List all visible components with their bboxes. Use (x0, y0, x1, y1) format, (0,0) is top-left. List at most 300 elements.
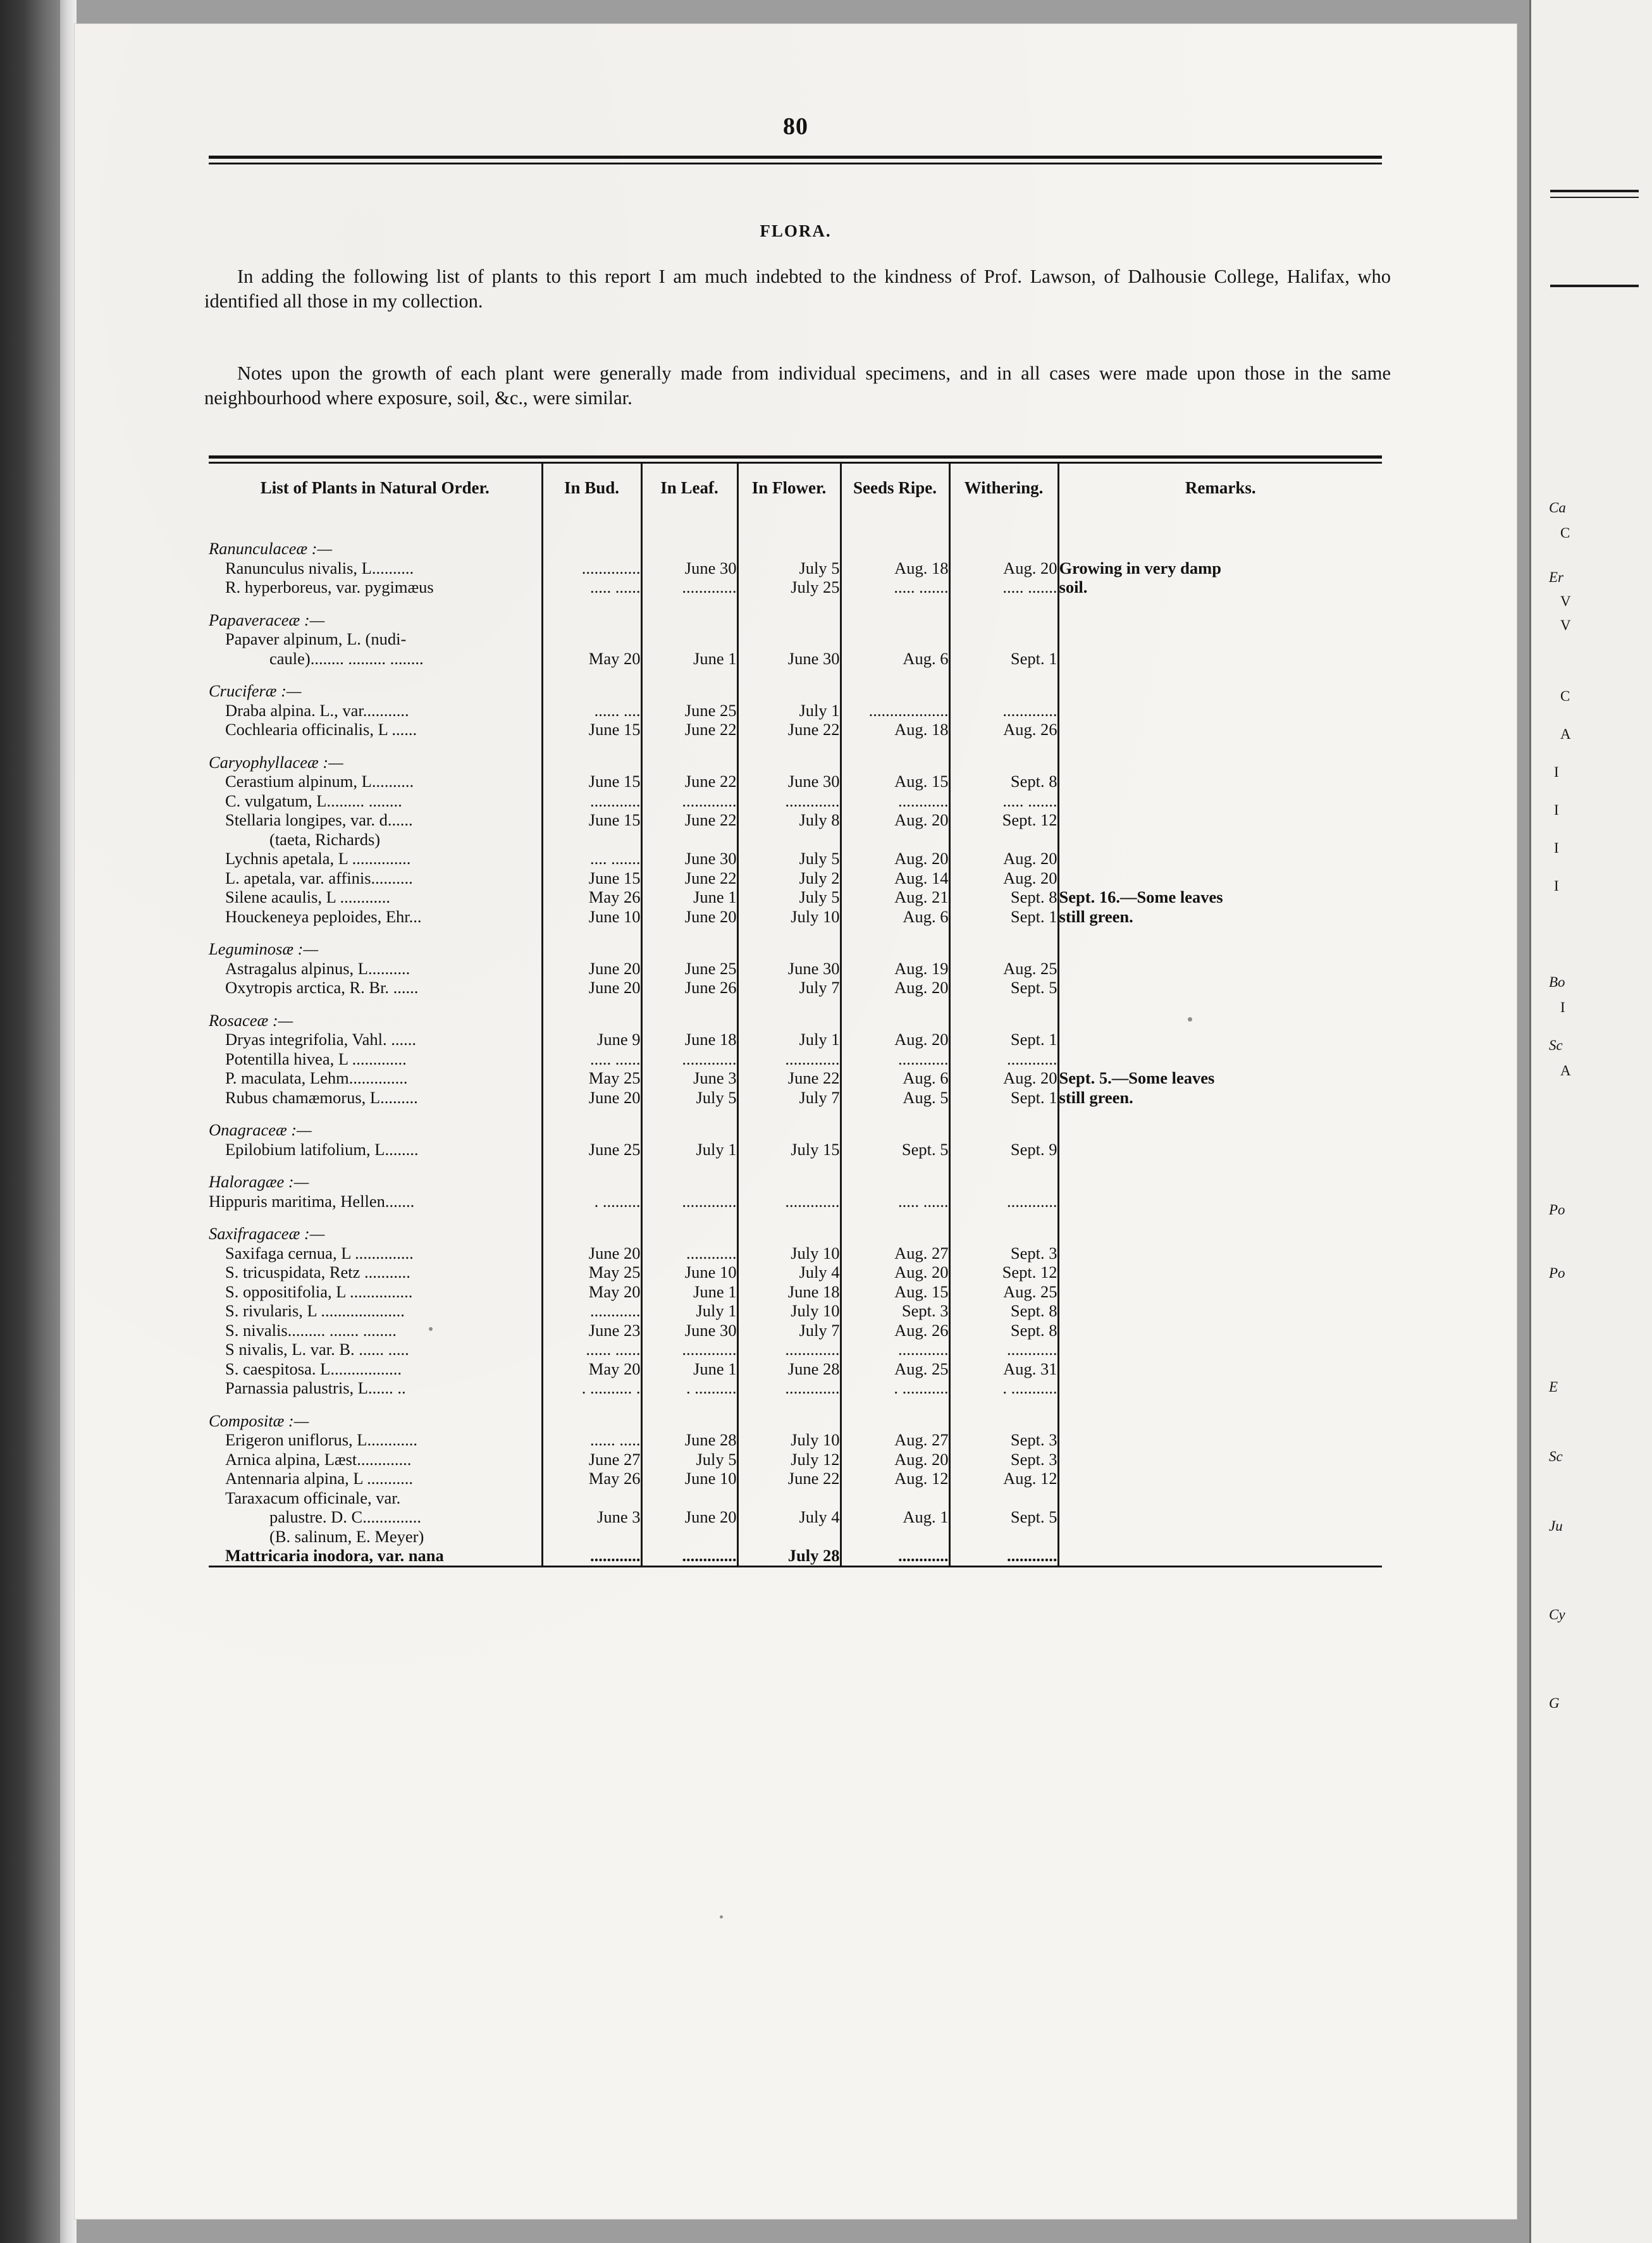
seeds-ripe-cell: Aug. 15 (841, 1282, 949, 1302)
group-cell (737, 1107, 841, 1140)
in-bud-cell: ............ (542, 791, 641, 811)
in-flower-cell: July 28 (737, 1546, 841, 1566)
withering-cell: Sept. 9 (949, 1140, 1058, 1159)
remarks-cell (1058, 649, 1382, 669)
group-label: Papaveraceæ :— (209, 610, 325, 629)
group-cell (949, 1159, 1058, 1192)
withering-cell: Aug. 20 (949, 1068, 1058, 1088)
in-bud-cell: June 27 (542, 1450, 641, 1469)
withering-cell: Sept. 8 (949, 1301, 1058, 1321)
in-bud-cell: June 20 (542, 1088, 641, 1108)
group-cell (542, 668, 641, 701)
remarks-cell (1058, 1527, 1382, 1547)
plant-name-cell: Potentilla hivea, L ............. (225, 1049, 407, 1068)
withering-cell: Sept. 12 (949, 1263, 1058, 1282)
in-leaf-cell: June 1 (641, 1359, 737, 1379)
table-row (209, 1469, 1382, 1488)
in-leaf-cell: June 20 (641, 1507, 737, 1527)
group-cell (542, 926, 641, 959)
in-flower-cell: July 15 (737, 1140, 841, 1159)
group-cell (1058, 1159, 1382, 1192)
seeds-ripe-cell: ............ (841, 1049, 949, 1069)
seeds-ripe-cell: ................... (841, 701, 949, 720)
in-bud-cell: May 26 (542, 1469, 641, 1488)
group-cell (949, 1211, 1058, 1244)
in-flower-cell: June 22 (737, 1469, 841, 1488)
group-cell (737, 526, 841, 559)
in-leaf-cell: June 26 (641, 978, 737, 998)
withering-cell: Sept. 12 (949, 810, 1058, 830)
in-leaf-cell: June 1 (641, 887, 737, 907)
document-page (75, 24, 1517, 2219)
in-leaf-cell: June 30 (641, 559, 737, 578)
group-cell (1058, 668, 1382, 701)
in-leaf-cell (641, 629, 737, 649)
group-label: Haloragæe :— (209, 1172, 309, 1191)
withering-cell (949, 830, 1058, 850)
plant-name-cell: S. rivularis, L .................... (225, 1301, 405, 1320)
column-header-plants: List of Plants in Natural Order. (260, 478, 490, 497)
adjacent-fragment: I (1560, 999, 1565, 1015)
scan-speck (429, 1327, 433, 1331)
seeds-ripe-cell: Sept. 3 (841, 1301, 949, 1321)
table-row (209, 1301, 1382, 1321)
remarks-cell: Sept. 16.—Some leaves (1058, 887, 1382, 907)
remarks-cell (1058, 1469, 1382, 1488)
in-flower-cell: July 10 (737, 1301, 841, 1321)
group-cell (641, 1398, 737, 1431)
withering-cell: Sept. 3 (949, 1450, 1058, 1469)
seeds-ripe-cell: ..... ...... (841, 1192, 949, 1211)
group-cell (949, 1107, 1058, 1140)
plant-name-cell: C. vulgatum, L......... ........ (225, 791, 402, 810)
remarks-cell: still green. (1058, 907, 1382, 927)
adjacent-page-sliver (1529, 0, 1652, 2243)
adjacent-fragment: Er (1549, 569, 1563, 585)
table-row (209, 887, 1382, 907)
plant-name-cell: caule)........ ......... ........ (269, 648, 424, 668)
column-header-withering: Withering. (949, 464, 1058, 514)
remarks-cell (1058, 629, 1382, 649)
spacer-cell (542, 514, 641, 526)
withering-cell: Sept. 1 (949, 1088, 1058, 1108)
group-cell (737, 1398, 841, 1431)
seeds-ripe-cell: Aug. 20 (841, 810, 949, 830)
in-flower-cell (737, 830, 841, 850)
group-cell (1058, 1107, 1382, 1140)
in-bud-cell: June 20 (542, 1244, 641, 1263)
adjacent-rule (1550, 190, 1639, 192)
flora-table-wrapper (209, 455, 1382, 1567)
in-bud-cell: . ......... (542, 1192, 641, 1211)
table-row (209, 791, 1382, 811)
remarks-cell (1058, 701, 1382, 720)
seeds-ripe-cell: Aug. 12 (841, 1469, 949, 1488)
plant-name-cell: palustre. D. C.............. (269, 1507, 421, 1526)
plant-name-cell: Rubus chamæmorus, L......... (225, 1087, 418, 1107)
remarks-cell (1058, 1192, 1382, 1211)
group-cell (641, 926, 737, 959)
adjacent-fragment: V (1560, 593, 1571, 609)
adjacent-rule (1550, 285, 1639, 287)
plant-name-cell: S nivalis, L. var. B. ...... ..... (225, 1340, 409, 1359)
table-row (209, 1488, 1382, 1508)
adjacent-fragment: Cy (1549, 1607, 1565, 1622)
table-row (209, 559, 1382, 578)
remarks-cell (1058, 1244, 1382, 1263)
in-bud-cell (542, 830, 641, 850)
seeds-ripe-cell: Aug. 6 (841, 649, 949, 669)
flora-table-body (209, 514, 1382, 1566)
in-bud-cell: June 20 (542, 978, 641, 998)
group-cell (542, 739, 641, 772)
in-bud-cell: June 3 (542, 1507, 641, 1527)
withering-cell: ............ (949, 1049, 1058, 1069)
table-row (209, 868, 1382, 888)
in-leaf-cell: ............ (641, 1244, 737, 1263)
plant-name-cell: Silene acaulis, L ............ (225, 887, 391, 906)
seeds-ripe-cell: Aug. 6 (841, 907, 949, 927)
in-flower-cell: July 7 (737, 978, 841, 998)
adjacent-fragment: A (1560, 726, 1571, 742)
seeds-ripe-cell: Aug. 19 (841, 959, 949, 979)
column-header-in-leaf: In Leaf. (641, 464, 737, 514)
withering-cell: Sept. 8 (949, 1321, 1058, 1340)
spacer-cell (949, 514, 1058, 526)
withering-cell: Sept. 8 (949, 887, 1058, 907)
in-bud-cell: ...... ..... (542, 1430, 641, 1450)
group-cell (737, 998, 841, 1030)
adjacent-fragment: Po (1549, 1265, 1565, 1281)
table-row (209, 772, 1382, 791)
group-cell (841, 998, 949, 1030)
in-leaf-cell: ............. (641, 1192, 737, 1211)
seeds-ripe-cell: Aug. 15 (841, 772, 949, 791)
group-cell (542, 597, 641, 630)
remarks-cell (1058, 1301, 1382, 1321)
table-row (209, 907, 1382, 927)
remarks-cell (1058, 772, 1382, 791)
seeds-ripe-cell: ............ (841, 1546, 949, 1566)
adjacent-fragment: Ca (1549, 500, 1566, 516)
in-bud-cell: ............ (542, 1301, 641, 1321)
table-group-row (209, 668, 1382, 701)
seeds-ripe-cell: ............ (841, 1340, 949, 1359)
plant-name-cell: Epilobium latifolium, L........ (225, 1139, 419, 1159)
adjacent-fragment: I (1554, 764, 1559, 780)
in-flower-cell: July 1 (737, 1030, 841, 1049)
in-leaf-cell: June 30 (641, 849, 737, 868)
adjacent-fragment: V (1560, 617, 1571, 633)
group-cell (542, 1398, 641, 1431)
withering-cell: Sept. 8 (949, 772, 1058, 791)
plant-name-cell: Oxytropis arctica, R. Br. ...... (225, 978, 419, 997)
seeds-ripe-cell: Aug. 6 (841, 1068, 949, 1088)
adjacent-fragment: Bo (1549, 974, 1565, 990)
in-flower-cell: July 10 (737, 1244, 841, 1263)
table-row (209, 649, 1382, 669)
group-cell (949, 597, 1058, 630)
group-cell (542, 526, 641, 559)
in-bud-cell: ..... ...... (542, 578, 641, 597)
plant-name-cell: Cochlearia officinalis, L ...... (225, 720, 417, 739)
table-row (209, 1049, 1382, 1069)
plant-name-cell: Stellaria longipes, var. d...... (225, 810, 413, 829)
column-header-in-flower: In Flower. (737, 464, 841, 514)
group-cell (1058, 526, 1382, 559)
group-label: Leguminosæ :— (209, 939, 319, 958)
adjacent-fragment: A (1560, 1063, 1571, 1078)
withering-cell (949, 629, 1058, 649)
in-leaf-cell: June 28 (641, 1430, 737, 1450)
group-cell (737, 668, 841, 701)
seeds-ripe-cell: Aug. 1 (841, 1507, 949, 1527)
in-bud-cell (542, 1488, 641, 1508)
header-rule (209, 156, 1382, 164)
withering-cell (949, 1488, 1058, 1508)
seeds-ripe-cell: Aug. 20 (841, 849, 949, 868)
remarks-cell (1058, 1030, 1382, 1049)
seeds-ripe-cell: Aug. 25 (841, 1359, 949, 1379)
table-group-row (209, 526, 1382, 559)
remarks-cell: Growing in very damp (1058, 559, 1382, 578)
seeds-ripe-cell: Aug. 20 (841, 1030, 949, 1049)
adjacent-fragment: C (1560, 688, 1570, 704)
in-flower-cell: July 10 (737, 1430, 841, 1450)
remarks-cell (1058, 1378, 1382, 1398)
remarks-cell: still green. (1058, 1088, 1382, 1108)
seeds-ripe-cell: Aug. 20 (841, 1263, 949, 1282)
plant-name-cell: Parnassia palustris, L...... .. (225, 1378, 406, 1397)
group-cell (949, 1398, 1058, 1431)
table-row (209, 578, 1382, 597)
table-row (209, 1068, 1382, 1088)
in-flower-cell: June 28 (737, 1359, 841, 1379)
in-leaf-cell (641, 830, 737, 850)
in-flower-cell: July 5 (737, 849, 841, 868)
plant-name-cell: S. oppositifolia, L ............... (225, 1282, 413, 1301)
group-cell (737, 739, 841, 772)
group-cell (949, 526, 1058, 559)
plant-name-cell: Saxifaga cernua, L .............. (225, 1243, 414, 1263)
in-flower-cell (737, 1527, 841, 1547)
flora-table (209, 464, 1382, 1566)
group-cell (841, 526, 949, 559)
in-leaf-cell: June 18 (641, 1030, 737, 1049)
table-row (209, 1263, 1382, 1282)
table-row (209, 978, 1382, 998)
seeds-ripe-cell: Aug. 18 (841, 559, 949, 578)
in-bud-cell: ............ (542, 1546, 641, 1566)
in-flower-cell: June 22 (737, 720, 841, 739)
intro-paragraph-1: In adding the following list of plants to this report I am much indebted to the kindness of Prof. Lawson, of Dalhousie College, Halifax, who identified all those in my collection. (204, 266, 1391, 312)
remarks-cell (1058, 1488, 1382, 1508)
in-flower-cell: June 30 (737, 772, 841, 791)
table-row (209, 1244, 1382, 1263)
withering-cell: Sept. 5 (949, 1507, 1058, 1527)
table-row (209, 1450, 1382, 1469)
in-flower-cell: June 18 (737, 1282, 841, 1302)
plant-name-cell: S. tricuspidata, Retz ........... (225, 1263, 410, 1282)
remarks-cell (1058, 978, 1382, 998)
table-row (209, 1359, 1382, 1379)
in-bud-cell: June 25 (542, 1140, 641, 1159)
group-label: Cruciferæ :— (209, 681, 302, 700)
in-flower-cell: July 12 (737, 1450, 841, 1469)
table-row (209, 1430, 1382, 1450)
seeds-ripe-cell (841, 629, 949, 649)
table-spacer-row (209, 514, 1382, 526)
group-cell (841, 1159, 949, 1192)
plant-name-cell: P. maculata, Lehm.............. (225, 1068, 408, 1087)
table-row (209, 1340, 1382, 1359)
binding-gutter (0, 0, 66, 2243)
in-leaf-cell (641, 1527, 737, 1547)
spacer-cell (737, 514, 841, 526)
remarks-cell (1058, 1321, 1382, 1340)
group-cell (949, 926, 1058, 959)
intro-paragraph-2: Notes upon the growth of each plant were generally made from individual specimens, and in all cases were made upon those in the same neighbourhood where exposure, soil, &c., were similar. (204, 362, 1391, 409)
in-bud-cell: ..... ...... (542, 1049, 641, 1069)
plant-name-cell: Antennaria alpina, L ........... (225, 1469, 414, 1488)
table-group-row (209, 998, 1382, 1030)
in-flower-cell: July 10 (737, 907, 841, 927)
table-group-row (209, 739, 1382, 772)
in-bud-cell: June 15 (542, 720, 641, 739)
plant-name-cell: R. hyperboreus, var. pygimæus (225, 578, 434, 596)
plant-name-cell: Draba alpina. L., var........... (225, 700, 409, 720)
in-flower-cell: July 7 (737, 1088, 841, 1108)
in-leaf-cell: June 25 (641, 701, 737, 720)
table-row (209, 1030, 1382, 1049)
group-cell (841, 668, 949, 701)
withering-cell: . ........... (949, 1378, 1058, 1398)
section-heading: FLORA. (760, 221, 832, 240)
in-flower-cell (737, 1488, 841, 1508)
remarks-cell (1058, 959, 1382, 979)
spacer-cell (841, 514, 949, 526)
in-bud-cell: June 20 (542, 959, 641, 979)
withering-cell: Aug. 31 (949, 1359, 1058, 1379)
seeds-ripe-cell: Aug. 18 (841, 720, 949, 739)
remarks-cell (1058, 810, 1382, 830)
group-cell (737, 1211, 841, 1244)
withering-cell (949, 1527, 1058, 1547)
in-flower-cell: June 22 (737, 1068, 841, 1088)
group-label: Saxifragaceæ :— (209, 1224, 325, 1243)
plant-name-cell: Ranunculus nivalis, L.......... (225, 558, 414, 578)
group-cell (841, 597, 949, 630)
plant-name-cell: Dryas integrifolia, Vahl. ...... (225, 1030, 416, 1049)
group-cell (737, 926, 841, 959)
seeds-ripe-cell: Aug. 14 (841, 868, 949, 888)
in-flower-cell: July 4 (737, 1507, 841, 1527)
in-bud-cell: ...... .... (542, 701, 641, 720)
seeds-ripe-cell: Aug. 20 (841, 978, 949, 998)
group-cell (1058, 1211, 1382, 1244)
in-bud-cell: June 15 (542, 868, 641, 888)
in-bud-cell: May 25 (542, 1068, 641, 1088)
table-group-row (209, 1107, 1382, 1140)
group-cell (641, 668, 737, 701)
in-leaf-cell: June 1 (641, 649, 737, 669)
in-bud-cell (542, 1527, 641, 1547)
table-row (209, 1321, 1382, 1340)
table-header-row (209, 464, 1382, 514)
table-row (209, 1507, 1382, 1527)
in-bud-cell: May 25 (542, 1263, 641, 1282)
withering-cell: Sept. 1 (949, 907, 1058, 927)
in-leaf-cell: . .......... (641, 1378, 737, 1398)
table-row (209, 1088, 1382, 1108)
group-cell (641, 1159, 737, 1192)
in-flower-cell (737, 629, 841, 649)
remarks-cell (1058, 830, 1382, 850)
in-leaf-cell: June 3 (641, 1068, 737, 1088)
group-cell (1058, 597, 1382, 630)
in-flower-cell: June 30 (737, 959, 841, 979)
page-content (75, 24, 1517, 2219)
seeds-ripe-cell: Sept. 5 (841, 1140, 949, 1159)
seeds-ripe-cell: ............ (841, 791, 949, 811)
table-row (209, 701, 1382, 720)
in-bud-cell: May 20 (542, 1282, 641, 1302)
in-leaf-cell: June 25 (641, 959, 737, 979)
in-leaf-cell: June 1 (641, 1282, 737, 1302)
in-bud-cell: June 23 (542, 1321, 641, 1340)
in-flower-cell: July 1 (737, 701, 841, 720)
spacer-cell (641, 514, 737, 526)
withering-cell: Aug. 25 (949, 959, 1058, 979)
group-cell (641, 526, 737, 559)
in-flower-cell: July 25 (737, 578, 841, 597)
in-bud-cell (542, 629, 641, 649)
in-leaf-cell: June 10 (641, 1469, 737, 1488)
group-cell (949, 998, 1058, 1030)
in-leaf-cell: June 30 (641, 1321, 737, 1340)
withering-cell: Aug. 25 (949, 1282, 1058, 1302)
table-row (209, 849, 1382, 868)
adjacent-rule (1550, 197, 1639, 198)
plant-name-cell: (taeta, Richards) (269, 829, 381, 849)
plant-name-cell: Arnica alpina, Læst............. (225, 1449, 412, 1469)
table-row (209, 830, 1382, 850)
group-label: Compositæ :— (209, 1411, 309, 1430)
table-row (209, 1140, 1382, 1159)
table-group-row (209, 1398, 1382, 1431)
withering-cell: ..... ....... (949, 578, 1058, 597)
plant-name-cell: S. caespitosa. L................. (225, 1359, 402, 1378)
seeds-ripe-cell: Aug. 26 (841, 1321, 949, 1340)
remarks-cell (1058, 1450, 1382, 1469)
plant-name-cell: Hippuris maritima, Hellen....... (209, 1191, 415, 1211)
withering-cell: Sept. 3 (949, 1430, 1058, 1450)
remarks-cell (1058, 1049, 1382, 1069)
seeds-ripe-cell: Aug. 5 (841, 1088, 949, 1108)
group-cell (737, 1159, 841, 1192)
seeds-ripe-cell: . ........... (841, 1378, 949, 1398)
in-leaf-cell: July 1 (641, 1301, 737, 1321)
page-number: 80 (783, 113, 808, 140)
in-leaf-cell: ............. (641, 1340, 737, 1359)
in-bud-cell: .... ....... (542, 849, 641, 868)
in-flower-cell: ............. (737, 1049, 841, 1069)
plant-name-cell: Lychnis apetala, L .............. (225, 849, 411, 868)
column-header-remarks: Remarks. (1058, 464, 1382, 514)
group-cell (641, 597, 737, 630)
scan-speck (1188, 1017, 1192, 1022)
adjacent-fragment: I (1554, 802, 1559, 818)
